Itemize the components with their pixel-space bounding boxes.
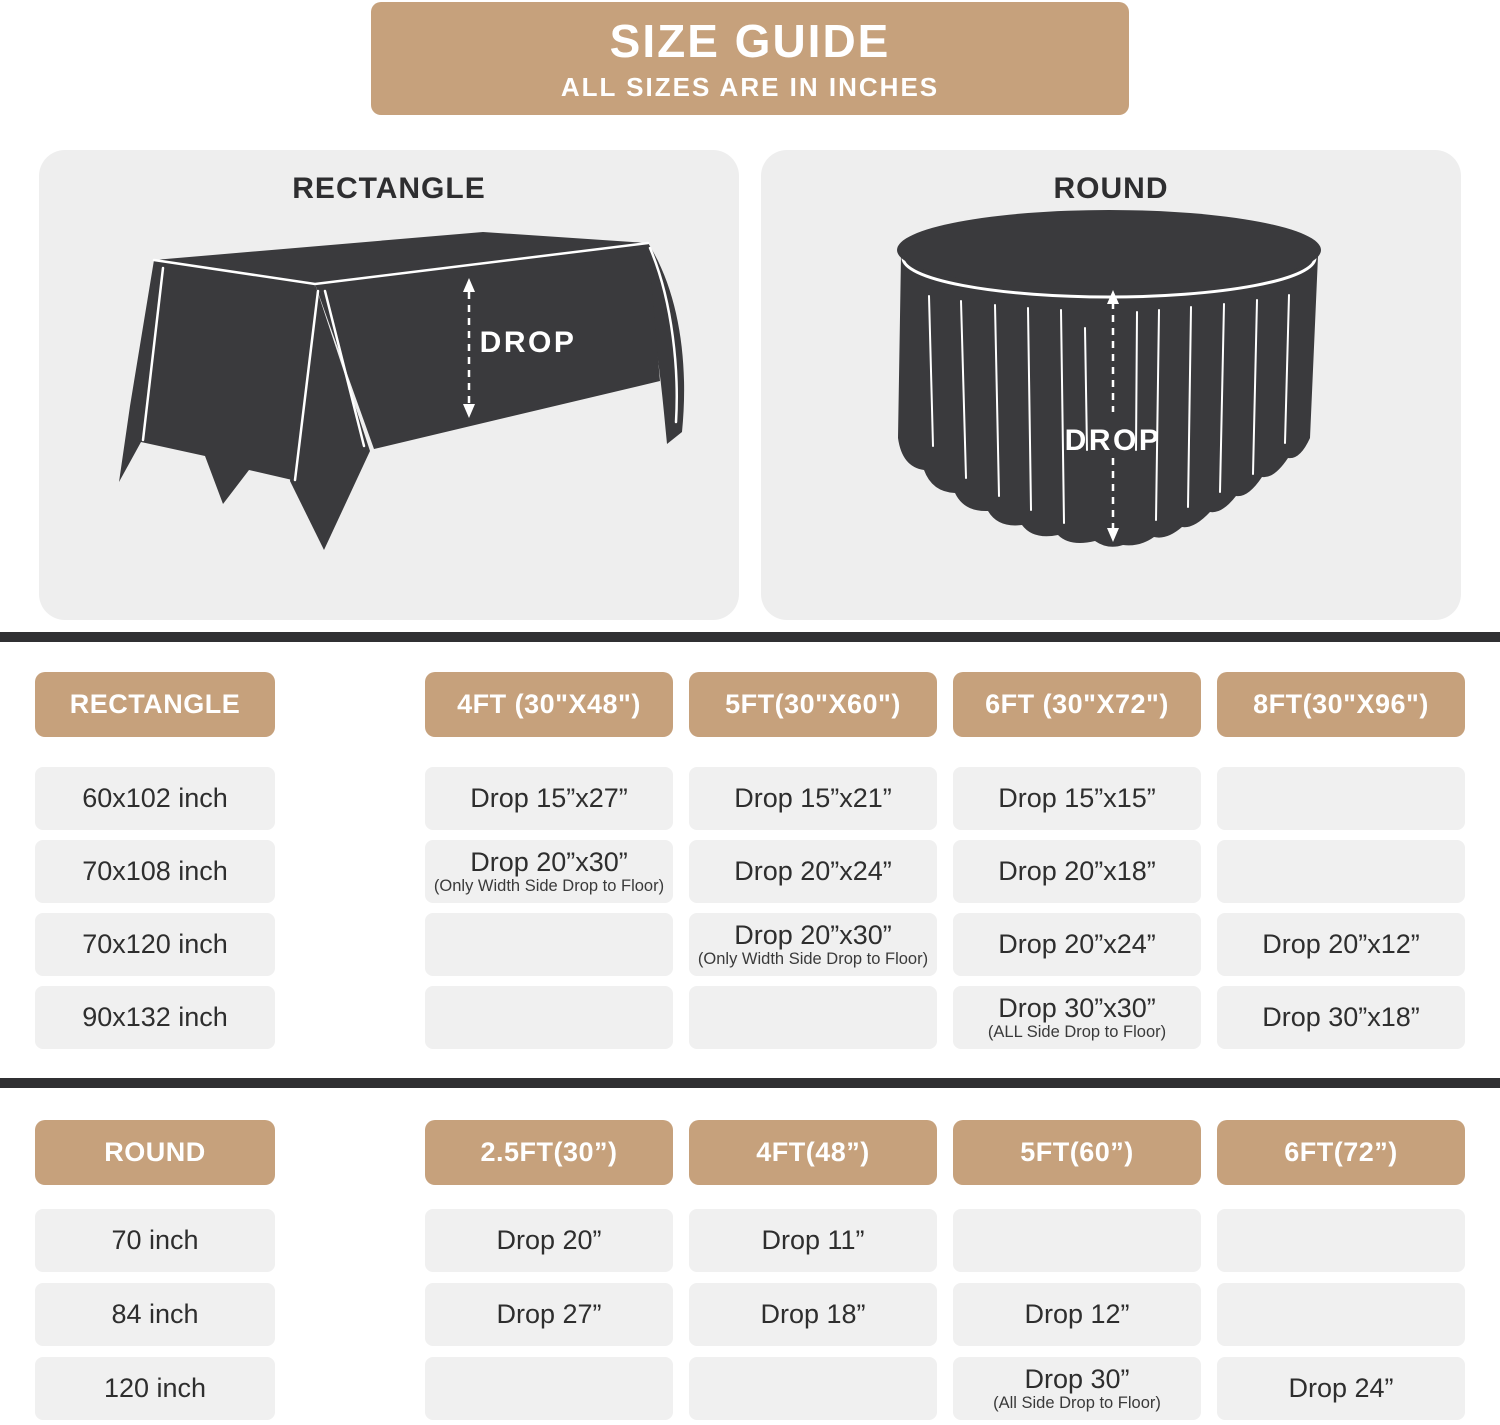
rectangle-table-row <box>0 986 1500 1049</box>
drop-cell-empty <box>689 986 937 1049</box>
round-tablecloth-illustration <box>761 150 1461 620</box>
rectangle-table-row <box>0 840 1500 903</box>
drop-cell: Drop 24” <box>1217 1357 1465 1420</box>
drop-cell-empty <box>425 1357 673 1420</box>
round-illustration-panel <box>761 150 1461 620</box>
rect-col-header-4ft: 4FT (30"X48") <box>425 672 673 737</box>
size-label-cell: 70x120 inch <box>35 913 275 976</box>
drop-cell-empty <box>953 1209 1201 1272</box>
drop-cell-empty <box>1217 1209 1465 1272</box>
drop-cell-empty <box>689 1357 937 1420</box>
size-label-cell: 70 inch <box>35 1209 275 1272</box>
rect-col-header-8ft: 8FT(30"X96") <box>1217 672 1465 737</box>
drop-cell: Drop 20”x24” <box>689 840 937 903</box>
drop-cell: Drop 30”x18” <box>1217 986 1465 1049</box>
drop-cell: Drop 11” <box>689 1209 937 1272</box>
drop-cell: Drop 12” <box>953 1283 1201 1346</box>
drop-cell: Drop 18” <box>689 1283 937 1346</box>
rectangle-drop-label: DROP <box>479 326 577 359</box>
round-table-header-row <box>0 1120 1500 1185</box>
drop-cell-empty <box>425 913 673 976</box>
drop-cell-empty <box>1217 840 1465 903</box>
section-divider-bottom <box>0 1078 1500 1088</box>
rectangle-table-header-row <box>0 672 1500 737</box>
round-table-row <box>0 1209 1500 1272</box>
page-title: SIZE GUIDE <box>609 15 891 67</box>
drop-cell: Drop 30”x30” (ALL Side Drop to Floor) <box>953 986 1201 1049</box>
drop-cell-empty <box>1217 767 1465 830</box>
drop-cell: Drop 15”x21” <box>689 767 937 830</box>
rectangle-table-label-header: RECTANGLE <box>35 672 275 737</box>
drop-cell: Drop 20”x24” <box>953 913 1201 976</box>
round-col-header-6ft: 6FT(72”) <box>1217 1120 1465 1185</box>
drop-cell: Drop 20”x30” (Only Width Side Drop to Floor) <box>425 840 673 903</box>
drop-cell: Drop 15”x15” <box>953 767 1201 830</box>
drop-cell: Drop 20”x12” <box>1217 913 1465 976</box>
round-table-label-header: ROUND <box>35 1120 275 1185</box>
rect-col-header-6ft: 6FT (30"X72") <box>953 672 1201 737</box>
rectangle-tablecloth-illustration <box>39 150 739 620</box>
round-col-header-2-5ft: 2.5FT(30”) <box>425 1120 673 1185</box>
page-subtitle: ALL SIZES ARE IN INCHES <box>560 72 940 102</box>
section-divider-top <box>0 632 1500 642</box>
illustration-panels <box>0 150 1500 620</box>
rect-col-header-5ft: 5FT(30"X60") <box>689 672 937 737</box>
drop-cell: Drop 20”x30” (Only Width Side Drop to Floor) <box>689 913 937 976</box>
drop-cell: Drop 15”x27” <box>425 767 673 830</box>
round-table-row <box>0 1283 1500 1346</box>
round-drop-label: DROP <box>1064 424 1162 457</box>
size-label-cell: 90x132 inch <box>35 986 275 1049</box>
drop-cell: Drop 20” <box>425 1209 673 1272</box>
rectangle-table-row <box>0 767 1500 830</box>
size-guide-banner <box>371 2 1129 115</box>
drop-cell: Drop 30” (All Side Drop to Floor) <box>953 1357 1201 1420</box>
rectangle-table-row <box>0 913 1500 976</box>
round-col-header-5ft: 5FT(60”) <box>953 1120 1201 1185</box>
rectangle-panel-title: RECTANGLE <box>292 172 486 205</box>
drop-cell: Drop 27” <box>425 1283 673 1346</box>
drop-cell-empty <box>1217 1283 1465 1346</box>
size-label-cell: 84 inch <box>35 1283 275 1346</box>
round-table-row <box>0 1357 1500 1420</box>
round-col-header-4ft: 4FT(48”) <box>689 1120 937 1185</box>
size-label-cell: 120 inch <box>35 1357 275 1420</box>
drop-cell-empty <box>425 986 673 1049</box>
header-spacer <box>291 1120 409 1185</box>
size-label-cell: 60x102 inch <box>35 767 275 830</box>
header-spacer <box>291 672 409 737</box>
size-label-cell: 70x108 inch <box>35 840 275 903</box>
rectangle-illustration-panel <box>39 150 739 620</box>
drop-cell: Drop 20”x18” <box>953 840 1201 903</box>
round-panel-title: ROUND <box>1053 172 1169 205</box>
